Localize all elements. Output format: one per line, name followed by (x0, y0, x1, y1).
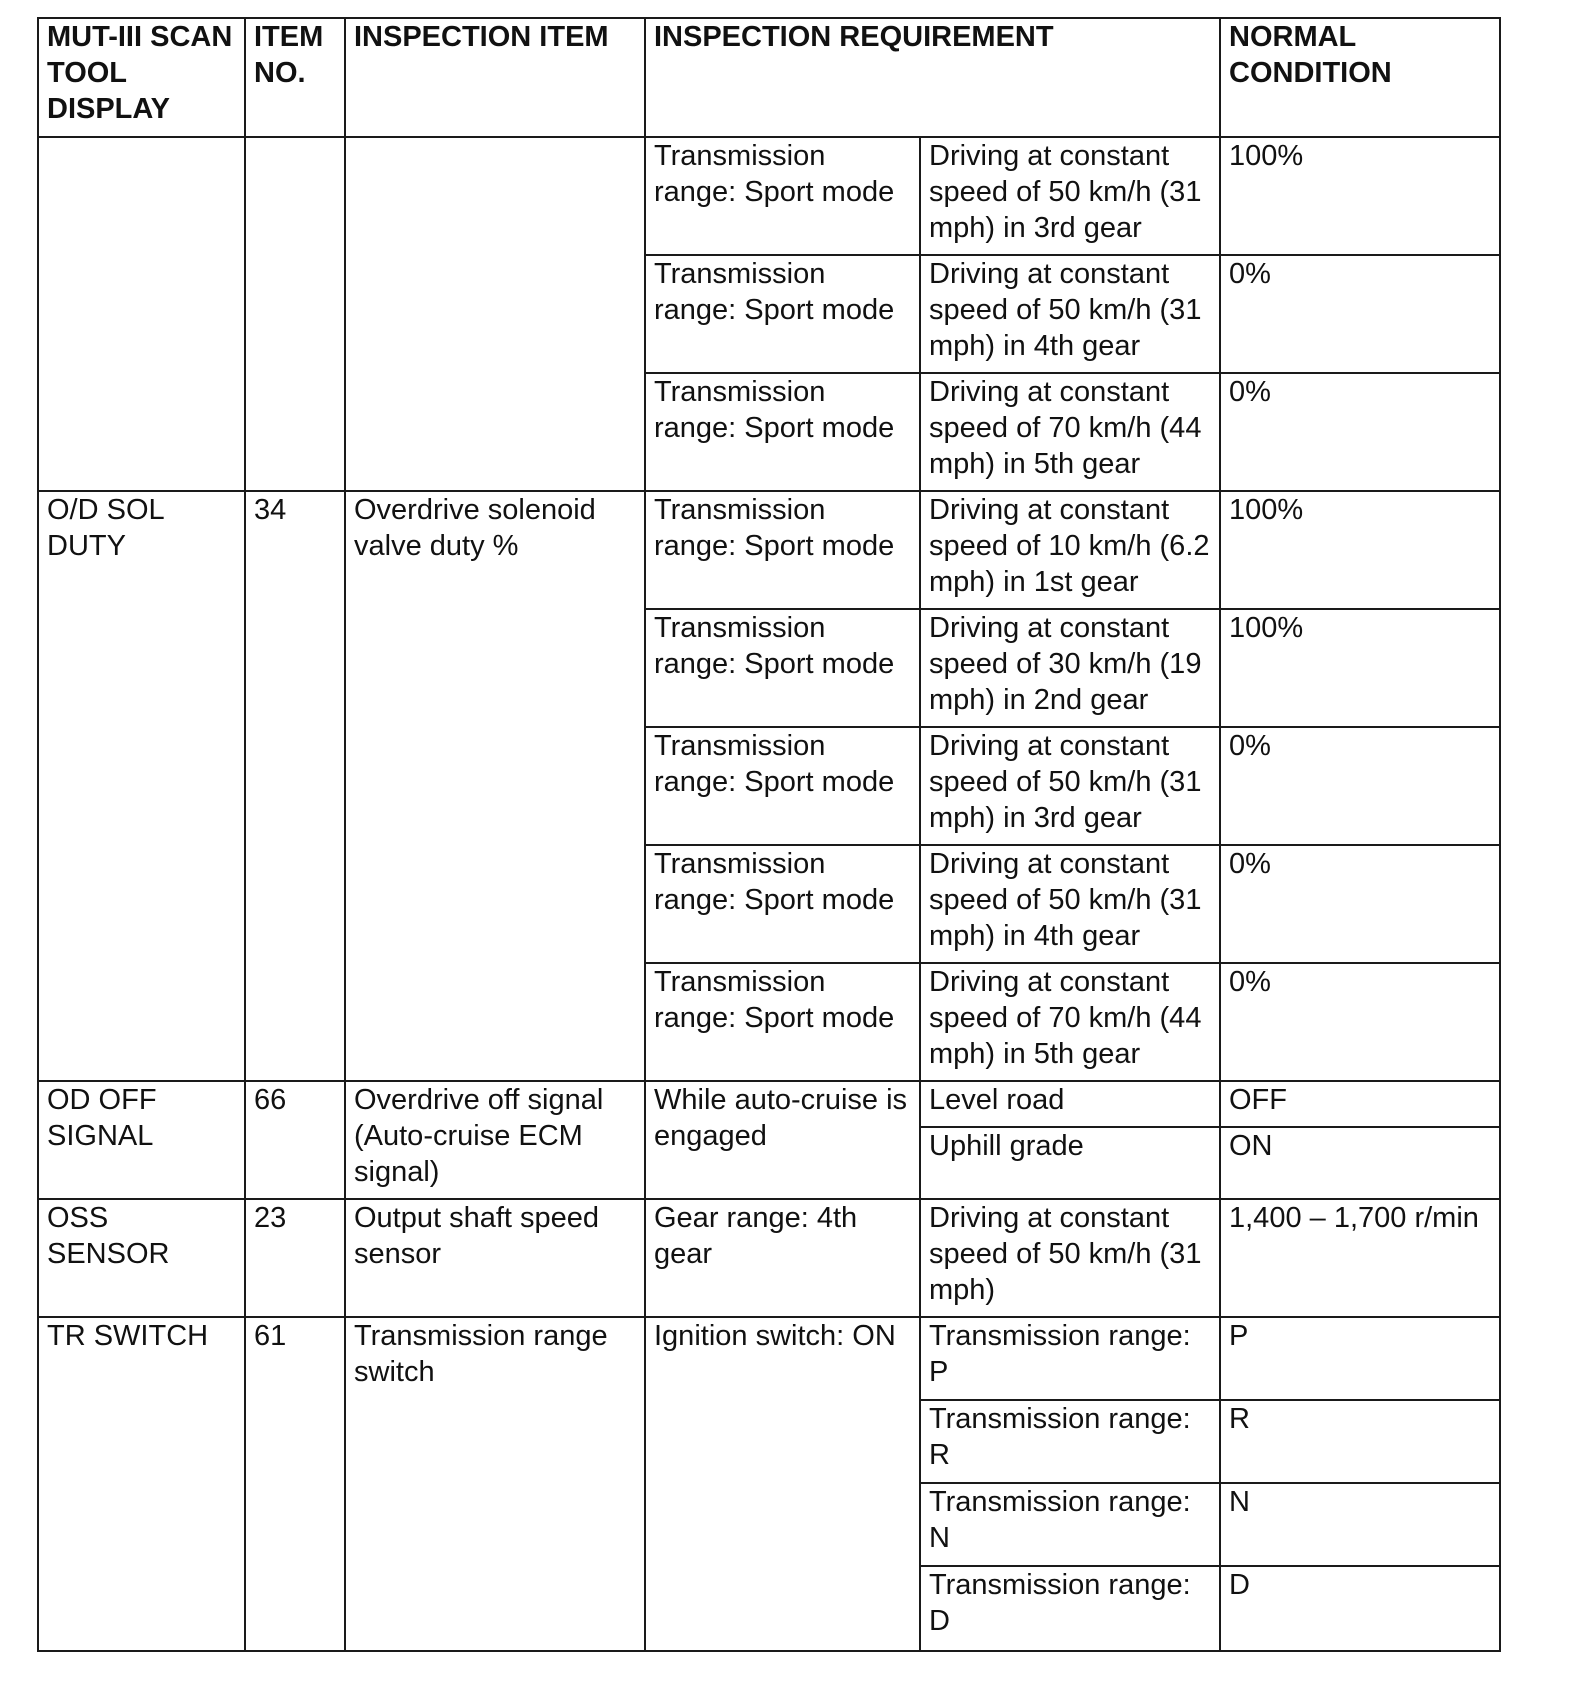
cell-normal: 100% (1220, 137, 1500, 255)
cell-normal: 0% (1220, 373, 1500, 491)
cell-condition: Level road (920, 1081, 1220, 1127)
cell-item-no: 23 (245, 1199, 345, 1317)
cell-display: O/D SOL DUTY (38, 491, 245, 1081)
header-item-no: ITEM NO. (245, 18, 345, 137)
header-row (38, 18, 1500, 137)
table-row (38, 137, 1500, 255)
table-row (38, 1081, 1500, 1127)
table-row (38, 1199, 1500, 1317)
table-row (38, 491, 1500, 609)
cell-display: OSS SENSOR (38, 1199, 245, 1317)
cell-requirement: Transmission range: Sport mode (645, 137, 920, 255)
cell-item-no: 34 (245, 491, 345, 1081)
cell-condition: Transmission range: N (920, 1483, 1220, 1566)
cell-condition: Driving at constant speed of 30 km/h (19 mph) in 2nd gear (920, 609, 1220, 727)
cell-requirement: Transmission range: Sport mode (645, 963, 920, 1081)
cell-requirement: Gear range: 4th gear (645, 1199, 920, 1317)
cell-normal: 0% (1220, 963, 1500, 1081)
cell-display: OD OFF SIGNAL (38, 1081, 245, 1199)
cell-condition: Driving at constant speed of 50 km/h (31 mph) in 4th gear (920, 845, 1220, 963)
cell-condition: Driving at constant speed of 50 km/h (31 mph) (920, 1199, 1220, 1317)
cell-requirement: Transmission range: Sport mode (645, 491, 920, 609)
cell-requirement: Ignition switch: ON (645, 1317, 920, 1651)
cell-normal: D (1220, 1566, 1500, 1651)
cell-condition: Driving at constant speed of 70 km/h (44 mph) in 5th gear (920, 963, 1220, 1081)
cell-normal: 0% (1220, 255, 1500, 373)
cell-requirement: While auto-cruise is engaged (645, 1081, 920, 1199)
cell-normal: 100% (1220, 491, 1500, 609)
cell-normal: N (1220, 1483, 1500, 1566)
cell-item-empty (345, 137, 645, 491)
header-normal-condition: NORMAL CONDITION (1220, 18, 1500, 137)
cell-requirement: Transmission range: Sport mode (645, 727, 920, 845)
cell-condition: Driving at constant speed of 50 km/h (31 mph) in 3rd gear (920, 727, 1220, 845)
cell-condition: Uphill grade (920, 1127, 1220, 1199)
cell-condition: Driving at constant speed of 50 km/h (31 mph) in 4th gear (920, 255, 1220, 373)
header-display: MUT-III SCAN TOOL DISPLAY (38, 18, 245, 137)
cell-normal: 0% (1220, 845, 1500, 963)
cell-requirement: Transmission range: Sport mode (645, 609, 920, 727)
cell-requirement: Transmission range: Sport mode (645, 255, 920, 373)
header-inspection-requirement: INSPECTION REQUIREMENT (645, 18, 1220, 137)
inspection-table (37, 17, 1501, 1652)
cell-condition: Transmission range: R (920, 1400, 1220, 1483)
cell-display-empty (38, 137, 245, 491)
cell-requirement: Transmission range: Sport mode (645, 373, 920, 491)
cell-condition: Transmission range: D (920, 1566, 1220, 1651)
cell-condition: Driving at constant speed of 50 km/h (31 mph) in 3rd gear (920, 137, 1220, 255)
cell-display: TR SWITCH (38, 1317, 245, 1651)
cell-condition: Driving at constant speed of 70 km/h (44 mph) in 5th gear (920, 373, 1220, 491)
cell-item: Overdrive solenoid valve duty % (345, 491, 645, 1081)
cell-item: Output shaft speed sensor (345, 1199, 645, 1317)
cell-normal: 100% (1220, 609, 1500, 727)
cell-item: Transmission range switch (345, 1317, 645, 1651)
cell-normal: 0% (1220, 727, 1500, 845)
cell-item: Overdrive off signal (Auto-cruise ECM signal) (345, 1081, 645, 1199)
table-row (38, 1317, 1500, 1400)
header-inspection-item: INSPECTION ITEM (345, 18, 645, 137)
cell-normal: 1,400 – 1,700 r/min (1220, 1199, 1500, 1317)
cell-requirement: Transmission range: Sport mode (645, 845, 920, 963)
cell-condition: Transmission range: P (920, 1317, 1220, 1400)
cell-item-no-empty (245, 137, 345, 491)
cell-item-no: 61 (245, 1317, 345, 1651)
cell-normal: OFF (1220, 1081, 1500, 1127)
cell-condition: Driving at constant speed of 10 km/h (6.2 mph) in 1st gear (920, 491, 1220, 609)
cell-normal: ON (1220, 1127, 1500, 1199)
cell-normal: R (1220, 1400, 1500, 1483)
cell-normal: P (1220, 1317, 1500, 1400)
cell-item-no: 66 (245, 1081, 345, 1199)
